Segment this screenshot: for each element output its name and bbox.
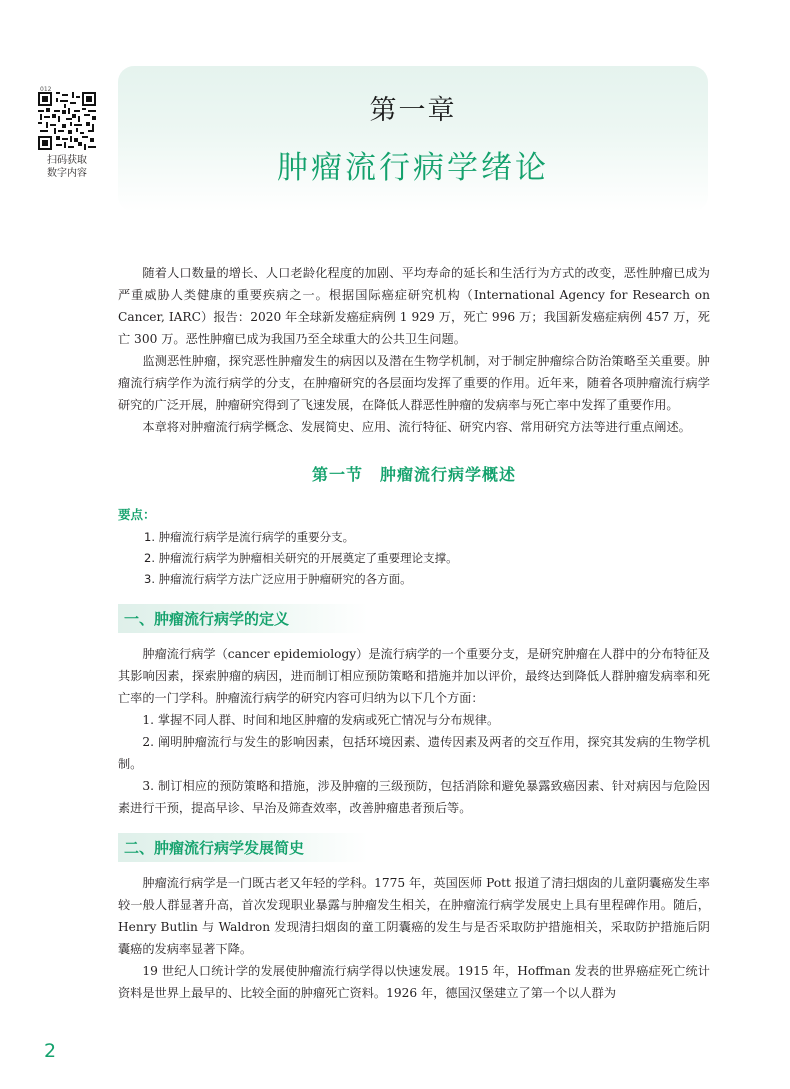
chapter-banner	[118, 66, 708, 212]
qr-caption-line2: 数字内容	[47, 168, 87, 179]
intro-paragraph-3: 本章将对肿瘤流行病学概念、发展简史、应用、流行特征、研究内容、常用研究方法等进行重点阐述。	[142, 420, 691, 434]
definition-item: 3. 制订相应的预防策略和措施，涉及肿瘤的三级预防，包括消除和避免暴露致癌因素、针对病因与危险因素进行干预，提高早诊、早治及筛查效率，改善肿瘤患者预后等。	[118, 779, 710, 815]
definition-item: 2. 阐明肿瘤流行与发生的影响因素，包括环境因素、遗传因素及两者的交互作用，探究其发病的生物学机制。	[118, 735, 710, 771]
definition-paragraph: 肿瘤流行病学（cancer epidemiology）是流行病学的一个重要分支，是研究肿瘤在人群中的分布特征及其影响因素，探索肿瘤的病因，进而制订相应预防策略和措施并加以评价，最终达到降低人群肿瘤发病率和死亡率的一门学科。肿瘤流行病学的研究内容可归纳为以下几个方面：	[118, 647, 710, 705]
key-point-item: 2. 肿瘤流行病学为肿瘤相关研究的开展奠定了重要理论支撑。	[144, 551, 458, 565]
key-point-item: 1. 肿瘤流行病学是流行病学的重要分支。	[144, 530, 355, 544]
definition-item: 1. 掌握不同人群、时间和地区肿瘤的发病或死亡情况与分布规律。	[142, 713, 500, 727]
section-title: 第一节 肿瘤流行病学概述	[311, 465, 516, 484]
history-paragraph-1: 肿瘤流行病学是一门既古老又年轻的学科。1775 年，英国医师 Pott 报道了清扫烟囱的儿童阴囊癌发生率较一般人群显著升高，首次发现职业暴露与肿瘤发生相关，在肿瘤流行病学发展史上具有里程碑作用。随后，Henry Butlin 与 Waldron 发现清扫烟囱的童工阴囊癌的发生与是否采取防护措施相关，采取防护措施后阴囊癌的发病率显著下降。	[118, 876, 710, 956]
qr-code-block	[38, 86, 98, 180]
chapter-number: 第一章	[369, 95, 457, 126]
qr-caption	[35, 154, 99, 180]
page-number: 2	[44, 1040, 57, 1062]
subsection-heading-definition: 一、肿瘤流行病学的定义	[118, 604, 368, 633]
subsection-heading-history: 二、肿瘤流行病学发展简史	[118, 833, 368, 862]
page-content	[118, 262, 710, 1004]
key-points-label: 要点：	[118, 507, 156, 522]
history-paragraph-2: 19 世纪人口统计学的发展使肿瘤流行病学得以快速发展。1915 年，Hoffman 发表的世界癌症死亡统计资料是世界上最早的、比较全面的肿瘤死亡资料。1926 年，德国汉堡建立了第一个以人群为	[118, 964, 710, 1000]
key-point-item: 3. 肿瘤流行病学方法广泛应用于肿瘤研究的各方面。	[144, 572, 412, 586]
qr-caption-line1: 扫码获取	[47, 155, 87, 166]
intro-paragraph-2: 监测恶性肿瘤，探究恶性肿瘤发生的病因以及潜在生物学机制，对于制定肿瘤综合防治策略至关重要。肿瘤流行病学作为流行病学的分支，在肿瘤研究的各层面均发挥了重要的作用。近年来，随着各项肿瘤流行病学研究的广泛开展，肿瘤研究得到了飞速发展，在降低人群恶性肿瘤的发病率与死亡率中发挥了重要作用。	[118, 354, 710, 412]
qr-code-icon[interactable]	[38, 92, 96, 150]
qr-small-text: 012	[40, 86, 52, 93]
chapter-title: 肿瘤流行病学绪论	[277, 150, 549, 186]
intro-paragraph-1: 随着人口数量的增长、人口老龄化程度的加剧、平均寿命的延长和生活行为方式的改变，恶性肿瘤已成为严重威胁人类健康的重要疾病之一。根据国际癌症研究机构（International Agency for Research on Cancer, IARC）报告：2020 年全球新发癌症病例 1 929 万，死亡 996 万；我国新发癌症病例 457 万，死亡 300 万。恶性肿瘤已成为我国乃至全球重大的公共卫生问题。	[118, 266, 710, 346]
